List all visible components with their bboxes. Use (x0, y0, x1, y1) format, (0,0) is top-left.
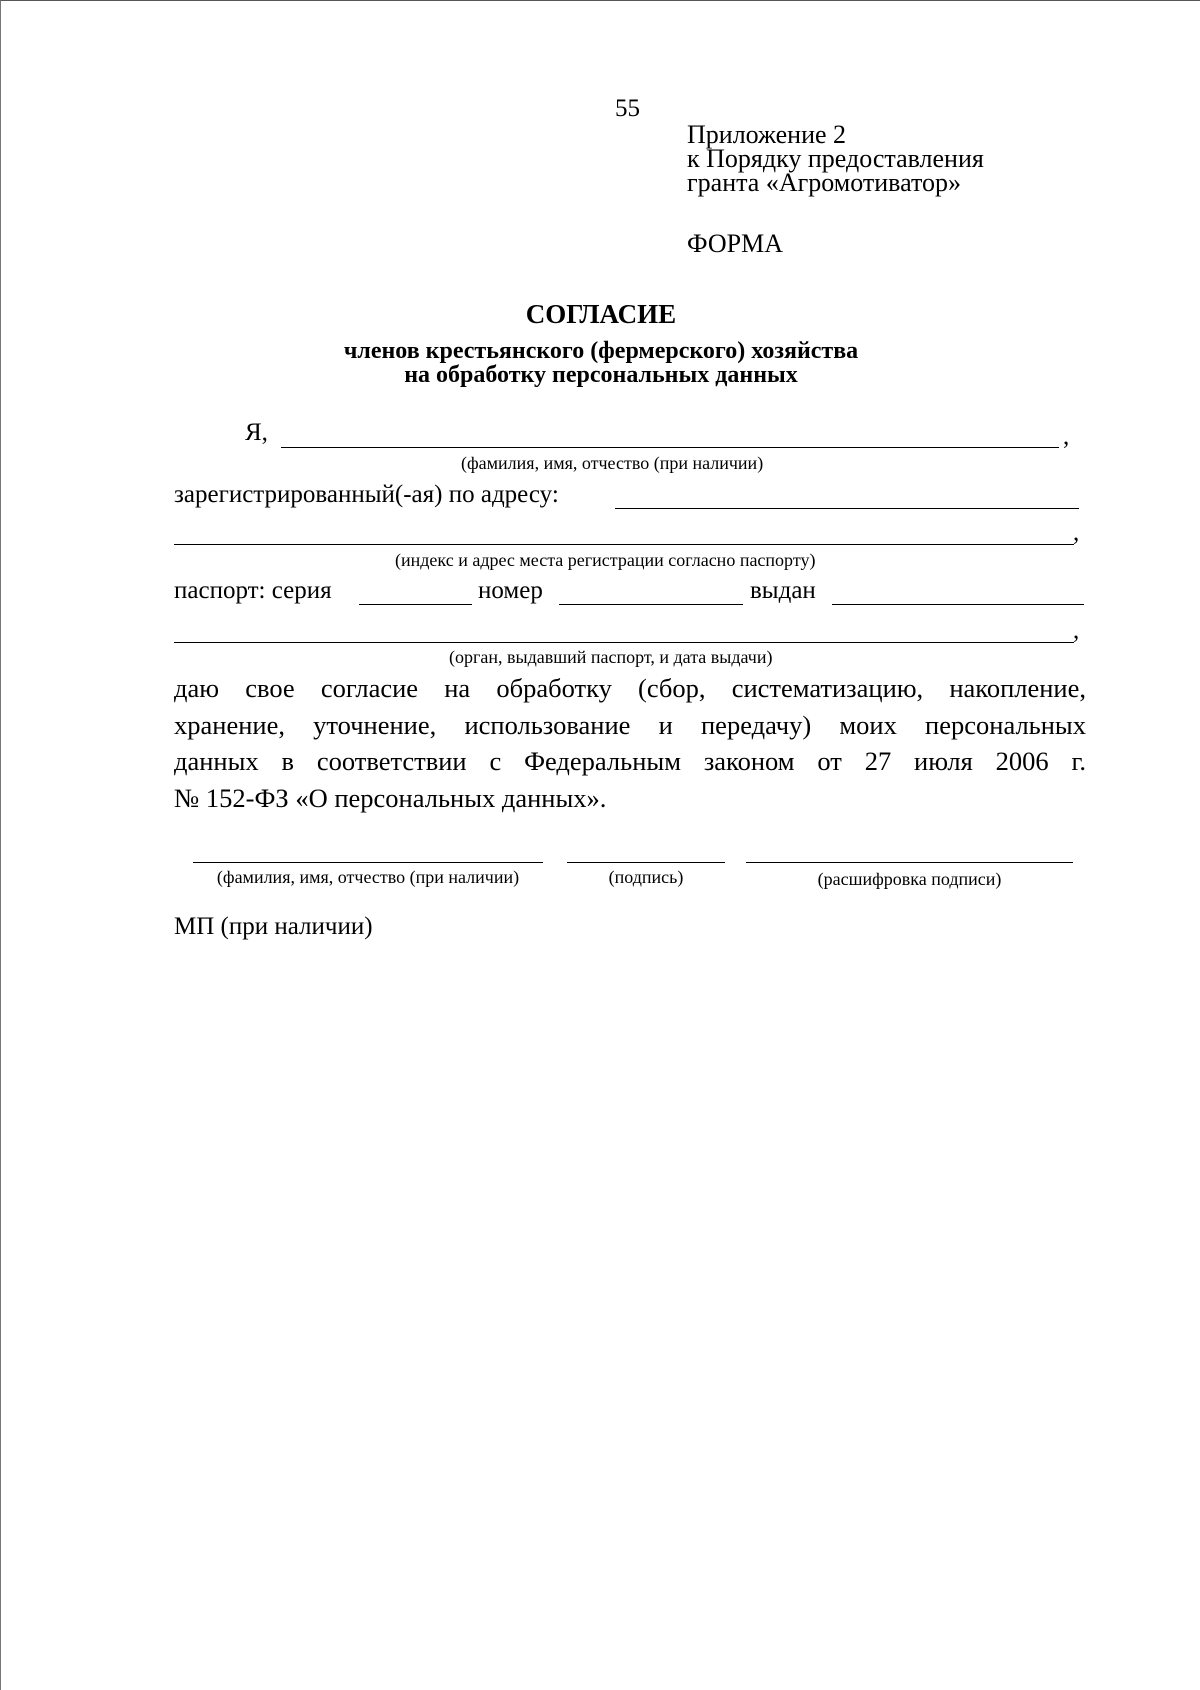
form-label: ФОРМА (687, 229, 783, 258)
issuer-caption: (орган, выдавший паспорт, и дата выдачи) (449, 647, 773, 667)
subtitle-line-1: членов крестьянского (фермерского) хозяйства (343, 338, 859, 364)
signature-fio-field[interactable] (193, 862, 543, 863)
appendix-line-2: к Порядку предоставления (687, 144, 984, 173)
address-caption: (индекс и адрес места регистрации согласно паспорту) (395, 550, 816, 570)
full-name-field[interactable] (281, 447, 1059, 448)
signature-decode-field[interactable] (746, 862, 1073, 863)
consent-line-1: даю свое согласие на обработку (сбор, систематизацию, накопление, (174, 673, 1086, 703)
passport-series-field[interactable] (359, 604, 472, 605)
document-subtitle (1, 339, 1200, 387)
document-title: СОГЛАСИЕ (525, 299, 677, 329)
consent-line-2: хранение, уточнение, использование и передачу) моих персональных (174, 709, 1086, 740)
address-label: зарегистрированный(-ая) по адресу: (174, 481, 559, 508)
issuer-comma: , (1073, 617, 1080, 644)
passport-series-label: паспорт: серия (174, 577, 332, 604)
address-field-line-1[interactable] (615, 508, 1079, 509)
address-comma: , (1073, 519, 1080, 546)
appendix-reference (687, 120, 984, 197)
stamp-label: МП (при наличии) (174, 913, 373, 940)
passport-number-field[interactable] (559, 604, 743, 605)
appendix-line-3: гранта «Агромотиватор» (687, 168, 961, 197)
signature-sign-field[interactable] (567, 862, 725, 863)
signature-fio-caption: (фамилия, имя, отчество (при наличии) (216, 867, 520, 887)
consent-text (174, 670, 1086, 816)
signature-decode-caption: (расшифровка подписи) (817, 869, 1002, 889)
passport-issued-label: выдан (750, 577, 816, 604)
full-name-caption: (фамилия, имя, отчество (при наличии) (461, 453, 764, 473)
passport-number-label: номер (478, 577, 543, 604)
subtitle-line-2: на обработку персональных данных (404, 362, 798, 388)
passport-issued-field-line-1[interactable] (832, 604, 1084, 605)
appendix-line-1: Приложение 2 (687, 120, 847, 149)
name-comma: , (1063, 423, 1070, 450)
consent-line-4: № 152-ФЗ «О персональных данных». (174, 782, 607, 813)
address-field-line-2[interactable] (174, 544, 1074, 545)
page-number: 55 (615, 95, 640, 122)
signature-sign-caption: (подпись) (608, 867, 684, 887)
i-label: Я, (245, 419, 268, 446)
passport-issued-field-line-2[interactable] (174, 642, 1074, 643)
consent-line-3: данных в соответствии с Федеральным законом от 27 июля 2006 г. (174, 746, 1086, 776)
